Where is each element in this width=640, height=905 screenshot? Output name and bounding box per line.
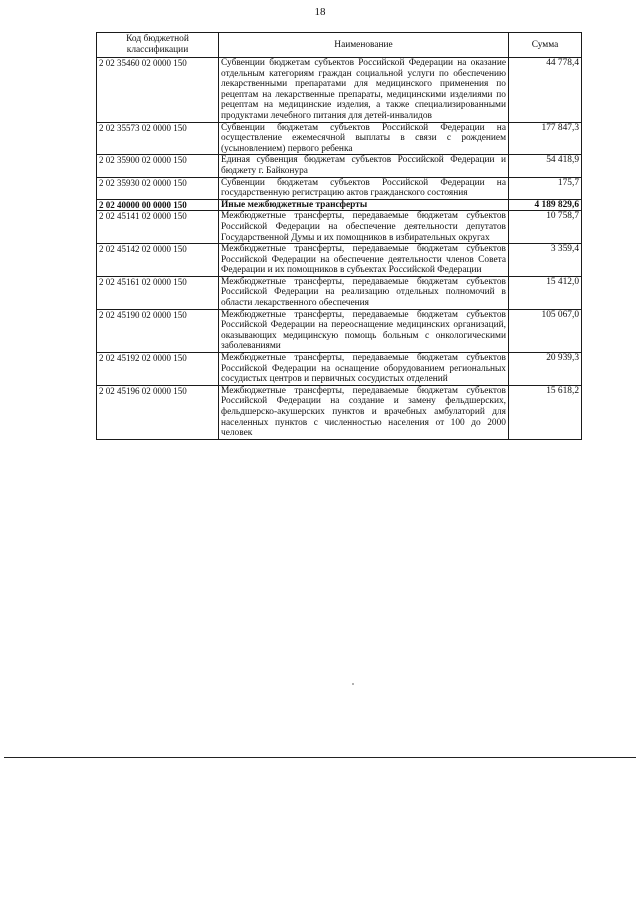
row-code: 2 02 45161 02 0000 150	[97, 276, 219, 309]
table-row	[97, 58, 582, 123]
header-sum: Сумма	[509, 33, 582, 58]
table-row	[97, 309, 582, 352]
row-name: Межбюджетные трансферты, передаваемые бюджетам субъектов Российской Федерации на обеспечение деятельности депутатов Государственной Думы и их помощников в избирательных округах	[219, 211, 509, 244]
table-row	[97, 276, 582, 309]
row-sum: 44 778,4	[509, 58, 582, 123]
row-sum: 4 189 829,6	[509, 199, 582, 211]
row-code: 2 02 35573 02 0000 150	[97, 122, 219, 155]
table-row	[97, 155, 582, 177]
row-code: 2 02 45142 02 0000 150	[97, 244, 219, 277]
row-name: Межбюджетные трансферты, передаваемые бюджетам субъектов Российской Федерации на обеспечение деятельности членов Совета Федерации и их помощников в субъектах Российской Федерации	[219, 244, 509, 277]
row-code: 2 02 35930 02 0000 150	[97, 177, 219, 199]
row-name: Субвенции бюджетам субъектов Российской Федерации на государственную регистрацию актов гражданского состояния	[219, 177, 509, 199]
row-sum: 15 618,2	[509, 385, 582, 439]
bottom-rule	[4, 757, 636, 758]
scan-speck	[352, 683, 354, 685]
row-sum: 20 939,3	[509, 353, 582, 386]
table-row	[97, 353, 582, 386]
table-row	[97, 244, 582, 277]
row-code: 2 02 45192 02 0000 150	[97, 353, 219, 386]
row-code: 2 02 45196 02 0000 150	[97, 385, 219, 439]
header-name: Наименование	[219, 33, 509, 58]
table-header-row	[97, 33, 582, 58]
row-sum: 177 847,3	[509, 122, 582, 155]
row-code: 2 02 35900 02 0000 150	[97, 155, 219, 177]
row-name: Иные межбюджетные трансферты	[219, 199, 509, 211]
table-body	[97, 58, 582, 440]
row-name: Межбюджетные трансферты, передаваемые бюджетам субъектов Российской Федерации на реализацию отдельных полномочий в области лекарственного обеспечения	[219, 276, 509, 309]
row-name: Субвенции бюджетам субъектов Российской Федерации на осуществление ежемесячной выплаты в связи с рождением (усыновлением) первого ребенка	[219, 122, 509, 155]
row-sum: 15 412,0	[509, 276, 582, 309]
row-name: Единая субвенция бюджетам субъектов Российской Федерации и бюджету г. Байконура	[219, 155, 509, 177]
row-sum: 105 067,0	[509, 309, 582, 352]
header-code: Код бюджетной классификации	[97, 33, 219, 58]
row-name: Межбюджетные трансферты, передаваемые бюджетам субъектов Российской Федерации на создание и замену фельдшерских, фельдшерско-акушерских пунктов и врачебных амбулаторий для населенных пунктов с численностью населения от 100 до 2000 человек	[219, 385, 509, 439]
table-row	[97, 199, 582, 211]
page-number: 18	[314, 6, 326, 18]
row-name: Межбюджетные трансферты, передаваемые бюджетам субъектов Российской Федерации на переоснащение медицинских организаций, оказывающих медицинскую помощь больным с онкологическими заболеваниями	[219, 309, 509, 352]
budget-table	[96, 32, 582, 440]
row-code: 2 02 45141 02 0000 150	[97, 211, 219, 244]
table-row	[97, 385, 582, 439]
row-sum: 10 758,7	[509, 211, 582, 244]
row-sum: 54 418,9	[509, 155, 582, 177]
table-row	[97, 177, 582, 199]
table-row	[97, 211, 582, 244]
row-sum: 175,7	[509, 177, 582, 199]
row-code: 2 02 40000 00 0000 150	[97, 199, 219, 211]
row-code: 2 02 45190 02 0000 150	[97, 309, 219, 352]
row-name: Субвенции бюджетам субъектов Российской Федерации на оказание отдельным категориям граждан социальной услуги по обеспечению лекарственными препаратами для медицинского применения по рецептам на лекарственные препараты, медицинскими изделиями по рецептам на медицинские изделия, а также специализированными продуктами лечебного питания для детей-инвалидов	[219, 58, 509, 123]
row-code: 2 02 35460 02 0000 150	[97, 58, 219, 123]
row-name: Межбюджетные трансферты, передаваемые бюджетам субъектов Российской Федерации на оснащение оборудованием региональных сосудистых центров и первичных сосудистых отделений	[219, 353, 509, 386]
row-sum: 3 359,4	[509, 244, 582, 277]
table-row	[97, 122, 582, 155]
